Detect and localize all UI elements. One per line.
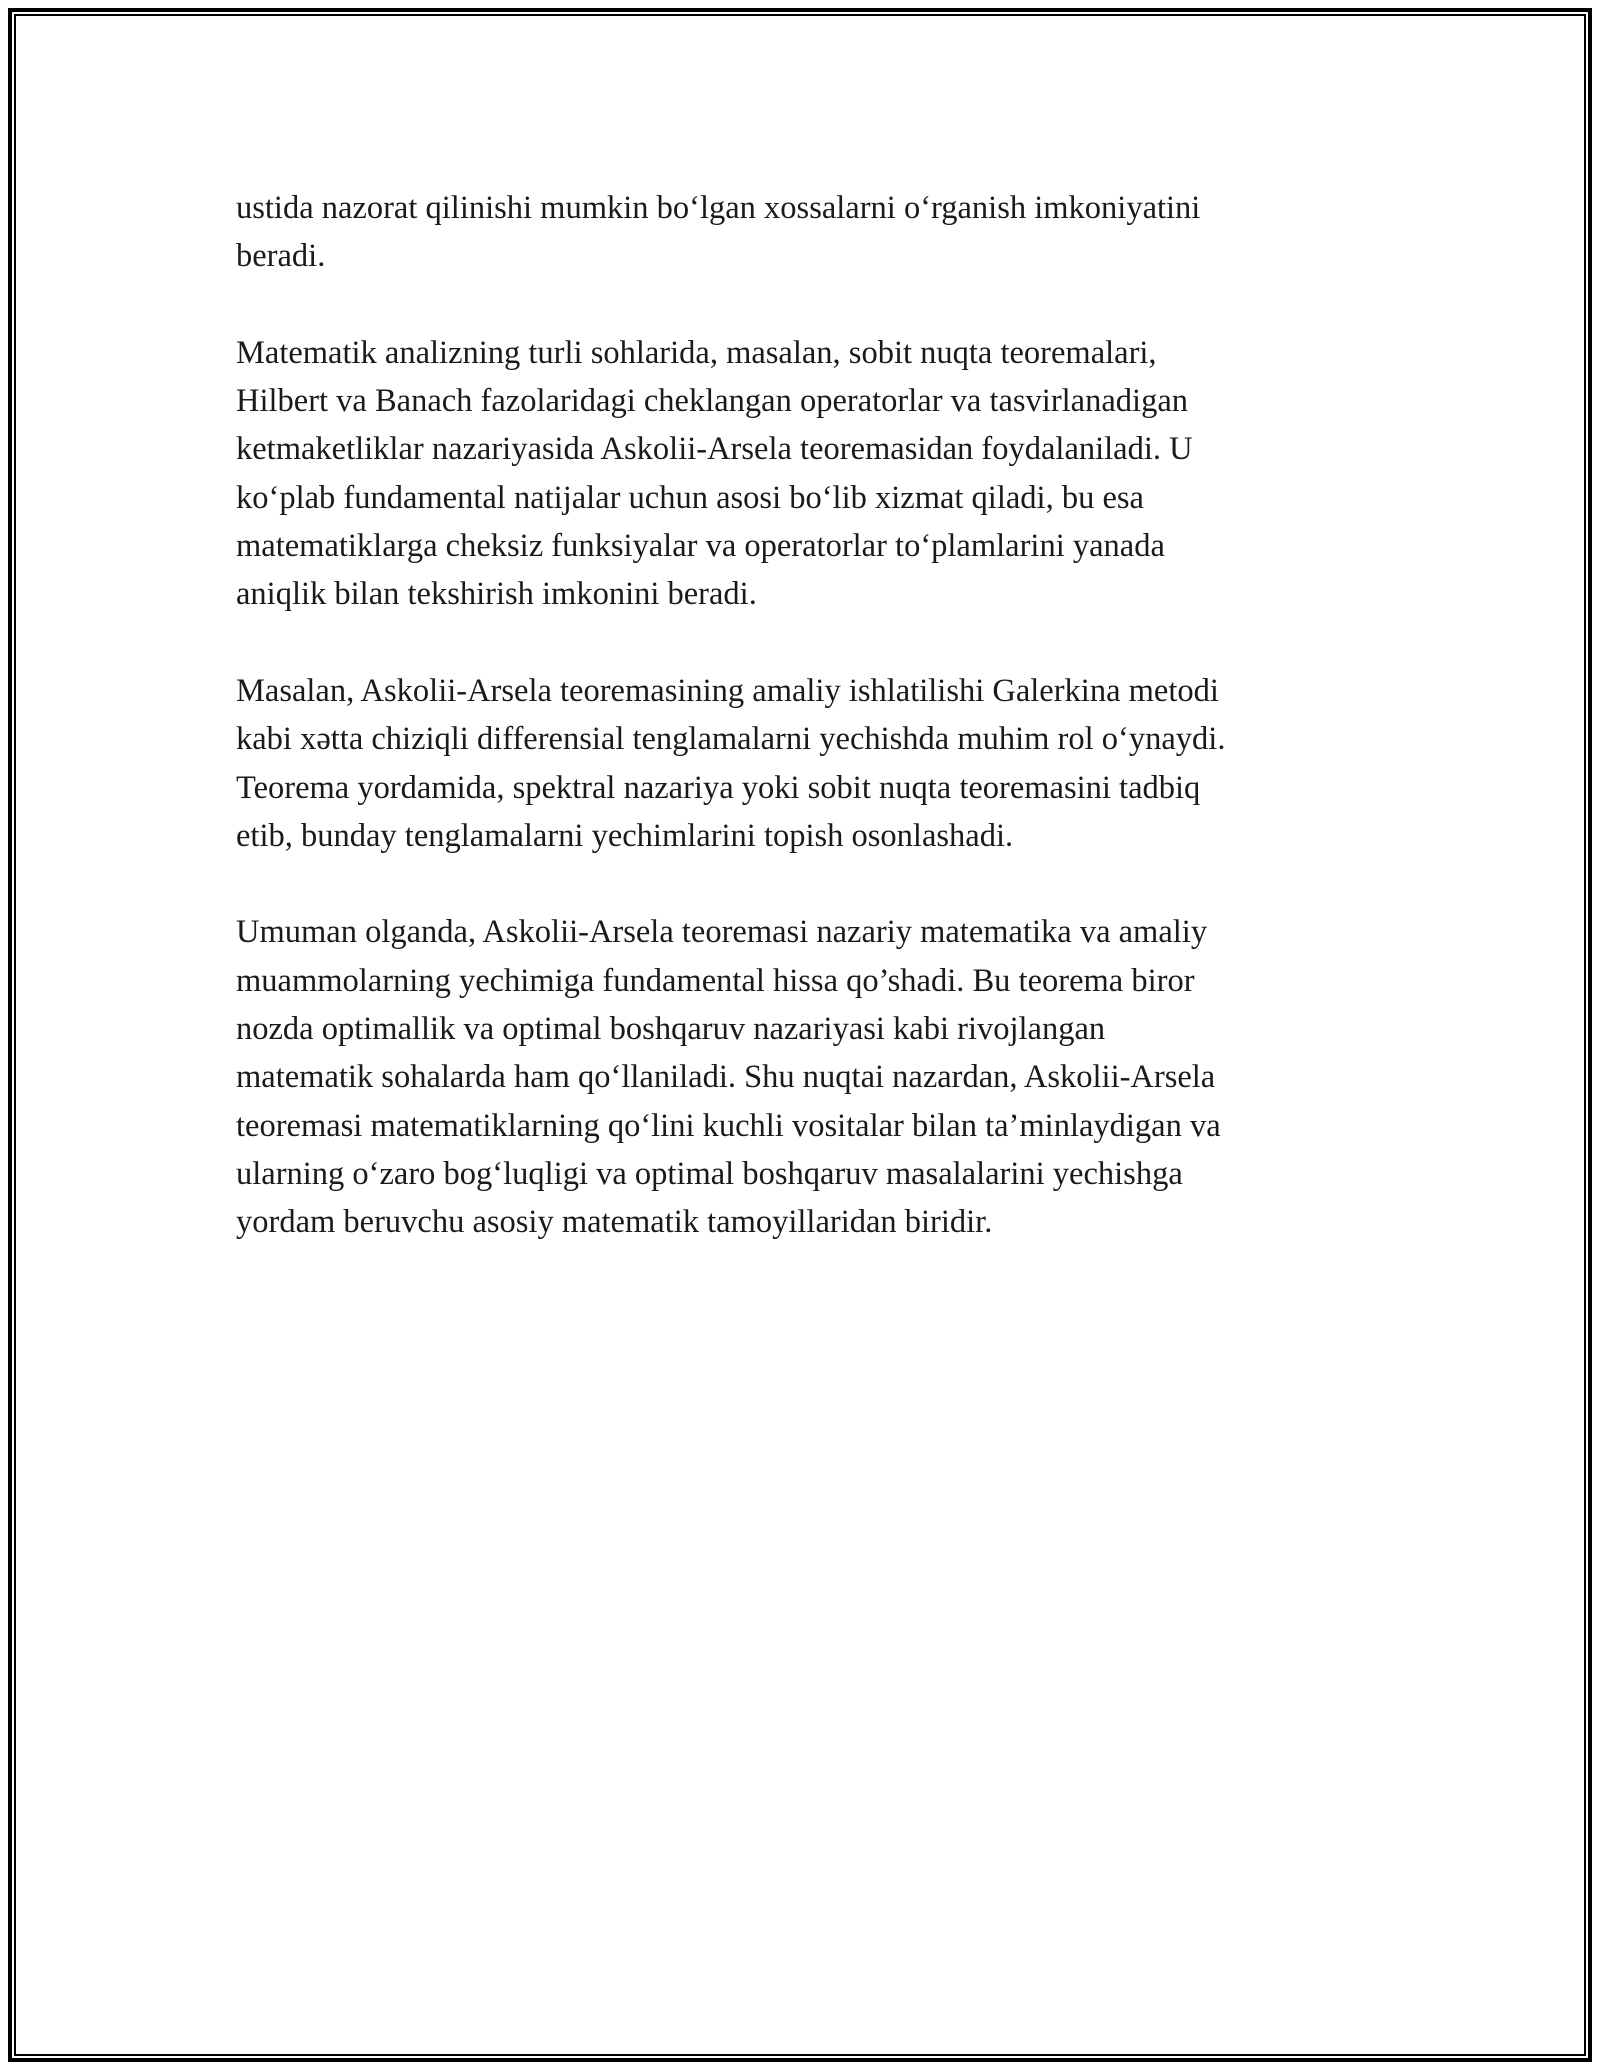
text-line: nozda optimallik va optimal boshqaruv nazariyasi kabi rivojlangan bbox=[236, 1011, 1106, 1048]
text-line: beradi. bbox=[236, 238, 326, 275]
text-line: etib, bunday tenglamalarni yechimlarini topish osonlashadi. bbox=[236, 817, 1014, 854]
text-line: ularning o‘zaro bog‘luqligi va optimal boshqaruv masalalarini yechishga bbox=[236, 1155, 1183, 1192]
text-line: muammolarning yechimiga fundamental hissa qo’shadi. Bu teorema biror bbox=[236, 962, 1195, 999]
document-body bbox=[236, 184, 1416, 1295]
text-line: ustida nazorat qilinishi mumkin bo‘lgan xossalarni o‘rganish imkoniyatini bbox=[236, 190, 1201, 226]
text-line: matematik sohalarda ham qo‘llaniladi. Shu nuqtai nazardan, Askolii-Arsela bbox=[236, 1059, 1216, 1096]
paragraph-2 bbox=[236, 329, 1416, 619]
text-line: teoremasi matematiklarning qo‘lini kuchli vositalar bilan ta’minlaydigan va bbox=[236, 1107, 1221, 1144]
paragraph-1 bbox=[236, 184, 1416, 281]
text-line: matematiklarga cheksiz funksiyalar va operatorlar to‘plamlarini yanada bbox=[236, 528, 1165, 565]
text-line: ko‘plab fundamental natijalar uchun asosi bo‘lib xizmat qiladi, bu esa bbox=[236, 479, 1144, 516]
text-line: yordam beruvchu asosiy matematik tamoyillaridan biridir. bbox=[236, 1204, 993, 1241]
text-line: kabi xətta chiziqli differensial tenglamalarni yechishda muhim rol o‘ynaydi. bbox=[236, 721, 1226, 758]
text-line: Matematik analizning turli sohlarida, masalan, sobit nuqta teoremalari, bbox=[236, 334, 1157, 371]
text-line: Hilbert va Banach fazolaridagi cheklangan operatorlar va tasvirlanadigan bbox=[236, 383, 1188, 420]
text-line: ketmaketliklar nazariyasida Askolii-Arsela teoremasidan foydalaniladi. U bbox=[236, 431, 1193, 468]
paragraph-4 bbox=[236, 908, 1416, 1246]
text-line: Teorema yordamida, spektral nazariya yoki sobit nuqta teoremasini tadbiq bbox=[236, 769, 1201, 806]
text-line: aniqlik bilan tekshirish imkonini beradi. bbox=[236, 576, 757, 613]
paragraph-3 bbox=[236, 667, 1416, 860]
text-line: Umuman olganda, Askolii-Arsela teoremasi nazariy matematika va amaliy bbox=[236, 914, 1208, 951]
text-line: Masalan, Askolii-Arsela teoremasining amaliy ishlatilishi Galerkina metodi bbox=[236, 672, 1219, 709]
